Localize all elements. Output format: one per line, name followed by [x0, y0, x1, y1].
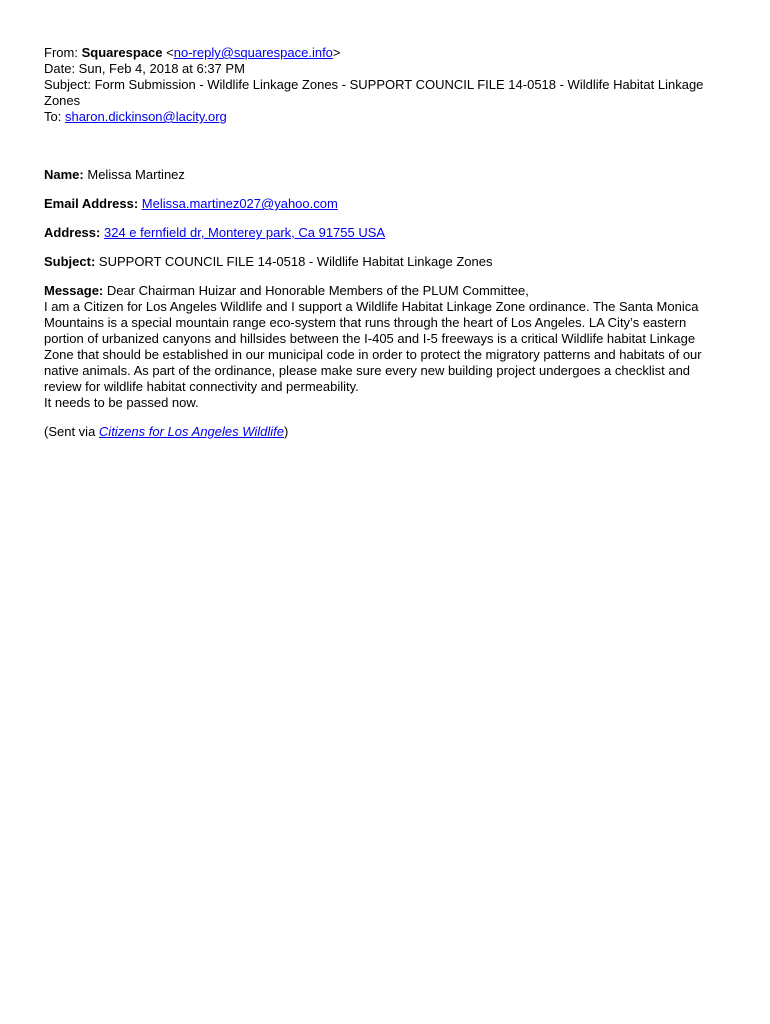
address-label: Address: [44, 225, 101, 240]
to-email-link[interactable]: sharon.dickinson@lacity.org [64, 109, 227, 124]
subject-label: Subject: [44, 254, 96, 269]
from-email-link[interactable]: no-reply@squarespace.info [173, 45, 333, 60]
message-line: It needs to be passed now. [44, 395, 199, 410]
message-line [44, 283, 734, 299]
subject-line-1: Subject: Form Submission - Wildlife Linkage Zones - SUPPORT COUNCIL FILE 14-0518 - Wildlife Habitat Linkage [44, 77, 704, 92]
message-line: I am a Citizen for Los Angeles Wildlife and I support a Wildlife Habitat Linkage Zone ordinance. The Santa Monica [44, 299, 699, 314]
from-line [44, 45, 734, 61]
name-value: Melissa Martinez [87, 167, 185, 182]
address-link[interactable]: 324 e fernfield dr, Monterey park, Ca 91755 USA [103, 225, 386, 240]
message-line: review for wildlife habitat connectivity and permeability. [44, 379, 359, 394]
address-field [44, 225, 734, 241]
subject-value: SUPPORT COUNCIL FILE 14-0518 - Wildlife Habitat Linkage Zones [98, 254, 493, 269]
message-line: native animals. As part of the ordinance, please make sure every new building project undergoes a checklist and [44, 363, 691, 378]
email-header [44, 45, 734, 125]
message-line: Mountains is a special mountain range eco-system that runs through the heart of Los Angeles. LA City’s eastern [44, 315, 687, 330]
name-field [44, 167, 734, 183]
message-label: Message: [44, 283, 104, 298]
message-line-text: Dear Chairman Huizar and Honorable Members of the PLUM Committee, [106, 283, 529, 298]
subject-field [44, 254, 734, 270]
to-label: To: [44, 109, 62, 124]
from-email-open: < [166, 45, 174, 60]
sent-via-prefix: (Sent via [44, 424, 99, 439]
date-line: Date: Sun, Feb 4, 2018 at 6:37 PM [44, 61, 245, 76]
subject-line-2: Zones [44, 93, 81, 108]
message-field [44, 283, 734, 411]
from-label: From: [44, 45, 78, 60]
to-line [44, 109, 734, 125]
sent-via-line [44, 424, 734, 440]
email-field [44, 196, 734, 212]
message-line: portion of urbanized canyons and hillsides between the I-405 and I-5 freeways is a critical Wildlife habitat Linkage [44, 331, 696, 346]
email-link[interactable]: Melissa.martinez027@yahoo.com [141, 196, 338, 211]
sent-via-link[interactable]: Citizens for Los Angeles Wildlife [98, 424, 285, 439]
from-email-close: > [332, 45, 341, 60]
from-name: Squarespace [81, 45, 163, 60]
email-label: Email Address: [44, 196, 139, 211]
email-document [44, 45, 734, 453]
sent-via-suffix: ) [284, 424, 289, 439]
message-line: Zone that should be established in our municipal code in order to protect the migratory patterns and habitats of our [44, 347, 702, 362]
name-label: Name: [44, 167, 84, 182]
